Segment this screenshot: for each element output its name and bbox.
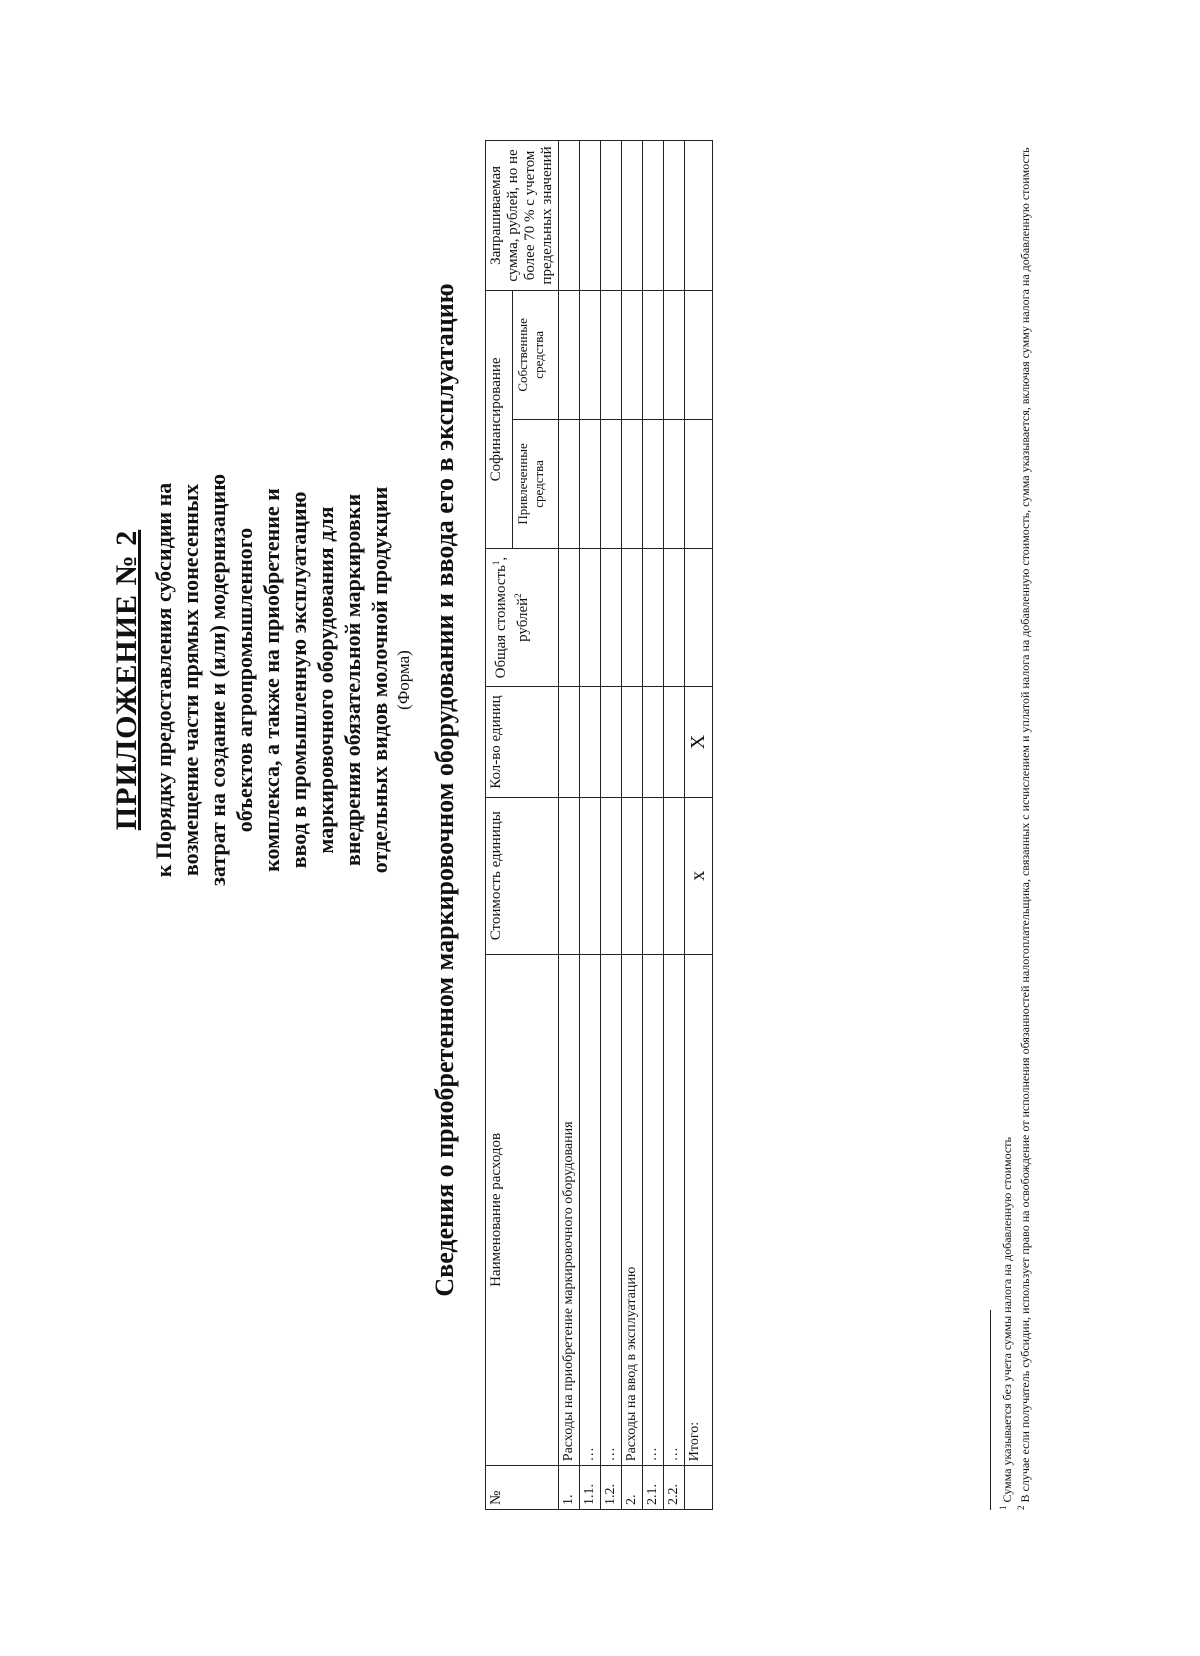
- total-label: Итого:: [685, 954, 713, 1466]
- footnote-2: [1014, 90, 1032, 1510]
- appendix-line: к Порядку предоставления субсидии на: [151, 482, 176, 878]
- row-name: Расходы на ввод в эксплуатацию: [622, 954, 643, 1466]
- appendix-line: возмещение части прямых понесенных: [178, 483, 203, 877]
- appendix-line: объектов агропромышленного: [232, 527, 257, 833]
- footnote-ref-1: 1: [491, 560, 501, 566]
- appendix-line: затрат на создание и (или) модернизацию: [205, 473, 230, 887]
- row-num: 2.2.: [664, 1466, 685, 1510]
- appendix-line: маркировочного оборудования для: [313, 506, 338, 854]
- row-name: Расходы на приобретение маркировочного оборудования: [559, 954, 580, 1466]
- header-num: №: [486, 1466, 559, 1510]
- footnotes: [996, 90, 1032, 1510]
- row-num: 1.2.: [601, 1466, 622, 1510]
- appendix-line: комплекса, а также на приобретение и: [259, 488, 284, 872]
- footnote-divider: [990, 1310, 991, 1510]
- row-name: …: [601, 954, 622, 1466]
- form-label: (Форма): [394, 650, 413, 710]
- document-title: Сведения о приобретенном маркировочном оборудовании и ввода его в эксплуатацию: [430, 283, 459, 1297]
- row-num: 2.1.: [643, 1466, 664, 1510]
- header-own: Собственные средства: [513, 290, 559, 419]
- header-qty: Кол-во единиц: [486, 687, 559, 798]
- table-total-row: [685, 141, 713, 1510]
- appendix-line: ввод в промышленную эксплуатацию: [286, 491, 311, 869]
- row-num: 1.1.: [580, 1466, 601, 1510]
- row-name: …: [580, 954, 601, 1466]
- footnote-text: В случае если получатель субсидии, использует право на освобождение от исполнения обязанностей налогоплательщика, связанных с исчислением и уплатой налога на добавленную стоимость, сумма указывается, включая сумму налога на добавленную стоимость: [1018, 147, 1032, 1503]
- header-total: Общая стоимость$^1$, рублей$^2$: [486, 548, 559, 686]
- row-name: …: [664, 954, 685, 1466]
- appendix-line: внедрения обязательной маркировки: [340, 493, 365, 867]
- table-header-row: [486, 141, 513, 1510]
- total-unit-cost: x: [685, 797, 713, 954]
- header-name: Наименование расходов: [486, 954, 559, 1466]
- table-row: [601, 141, 622, 1510]
- appendix-heading: [110, 420, 415, 940]
- header-unit-cost: Стоимость единицы: [486, 797, 559, 954]
- header-requested: Запрашиваемая сумма, рублей, но не более 70 % с учетом предельных значений: [486, 141, 559, 291]
- row-num: 1.: [559, 1466, 580, 1510]
- table-row: [643, 141, 664, 1510]
- row-num: 2.: [622, 1466, 643, 1510]
- table-row: [580, 141, 601, 1510]
- expenses-table: [485, 140, 713, 1510]
- header-total-label: Общая стоимость: [493, 565, 509, 679]
- appendix-title: ПРИЛОЖЕНИЕ № 2: [110, 529, 143, 831]
- row-name: …: [643, 954, 664, 1466]
- footnote-1: [996, 90, 1014, 1510]
- appendix-line: отдельных видов молочной продукции: [367, 486, 392, 874]
- footnote-text: Сумма указывается без учета суммы налога на добавленную стоимость: [1000, 1137, 1014, 1503]
- header-attracted: Привлеченные средства: [513, 419, 559, 548]
- header-cofinancing: Софинансирование: [486, 290, 513, 548]
- header-total-unit: рублей: [515, 597, 531, 642]
- footnote-mark: 2: [1016, 1505, 1026, 1510]
- total-qty: X: [685, 687, 713, 798]
- footnote-ref-2: 2: [513, 593, 523, 598]
- table-row: [559, 141, 580, 1510]
- table-row: [664, 141, 685, 1510]
- footnote-mark: 1: [998, 1505, 1008, 1510]
- table-row: [622, 141, 643, 1510]
